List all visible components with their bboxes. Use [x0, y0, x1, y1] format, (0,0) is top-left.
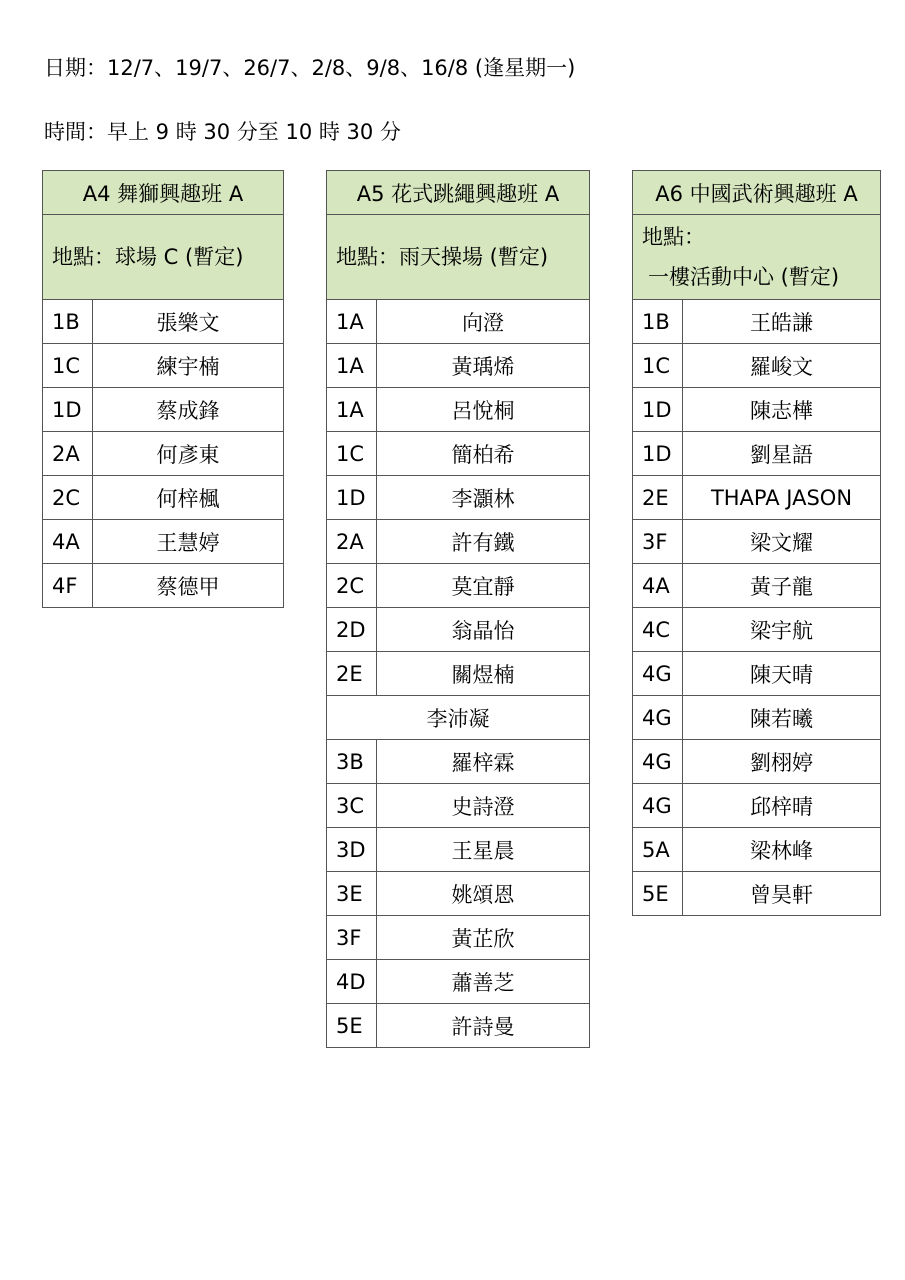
- table-row: [633, 476, 881, 520]
- class-cell: 4G: [633, 696, 683, 740]
- table-row: [633, 740, 881, 784]
- class-cell: 4C: [633, 608, 683, 652]
- name-cell: 羅峻文: [683, 344, 881, 388]
- name-cell: 黃瑀烯: [377, 344, 590, 388]
- time-line: 時間：早上 9 時 30 分至 10 時 30 分: [44, 120, 401, 144]
- name-cell: 向澄: [377, 300, 590, 344]
- table-row: [633, 432, 881, 476]
- class-cell: 2D: [327, 608, 377, 652]
- class-cell: 1A: [327, 388, 377, 432]
- table-row: [327, 432, 590, 476]
- table-row: [43, 300, 284, 344]
- class-cell: 1D: [327, 476, 377, 520]
- class-cell: 3C: [327, 784, 377, 828]
- name-cell: 黃芷欣: [377, 916, 590, 960]
- table-location: [43, 215, 284, 300]
- name-cell: 姚頌恩: [377, 872, 590, 916]
- name-cell: 劉栩婷: [683, 740, 881, 784]
- name-cell: 張樂文: [93, 300, 284, 344]
- name-cell: 曾昊軒: [683, 872, 881, 916]
- name-cell: 王星晨: [377, 828, 590, 872]
- table-row: [43, 476, 284, 520]
- name-cell: 劉星語: [683, 432, 881, 476]
- table-location: [327, 215, 590, 300]
- table-row: [633, 784, 881, 828]
- name-cell: 黃子龍: [683, 564, 881, 608]
- table-row: [633, 520, 881, 564]
- table-row: [633, 608, 881, 652]
- class-cell: 4G: [633, 740, 683, 784]
- class-cell: 3B: [327, 740, 377, 784]
- name-cell: 李沛凝: [327, 696, 590, 740]
- table-row: [327, 300, 590, 344]
- table-row: [327, 960, 590, 1004]
- class-cell: 5E: [327, 1004, 377, 1048]
- name-cell: 李灝林: [377, 476, 590, 520]
- table-row: [633, 696, 881, 740]
- name-cell: 翁晶怡: [377, 608, 590, 652]
- table-row: [327, 564, 590, 608]
- name-cell: 蔡成鋒: [93, 388, 284, 432]
- class-cell: 1A: [327, 344, 377, 388]
- name-cell: 陳若曦: [683, 696, 881, 740]
- table-title: A6 中國武術興趣班 A: [633, 171, 881, 215]
- class-cell: 2C: [43, 476, 93, 520]
- name-cell: 許詩曼: [377, 1004, 590, 1048]
- class-cell: 2E: [633, 476, 683, 520]
- name-cell: 簡柏希: [377, 432, 590, 476]
- table-row: [43, 344, 284, 388]
- table-row: [633, 828, 881, 872]
- table-row: [327, 740, 590, 784]
- table-row: [327, 388, 590, 432]
- table-row: [633, 872, 881, 916]
- name-cell: 邱梓晴: [683, 784, 881, 828]
- table-row: [633, 652, 881, 696]
- class-cell: 1C: [327, 432, 377, 476]
- name-cell: 梁宇航: [683, 608, 881, 652]
- table-row: [327, 1004, 590, 1048]
- table-row: [327, 828, 590, 872]
- class-cell: 4A: [633, 564, 683, 608]
- name-cell: 莫宜靜: [377, 564, 590, 608]
- class-cell: 5A: [633, 828, 683, 872]
- class-cell: 4G: [633, 652, 683, 696]
- name-cell: 何梓楓: [93, 476, 284, 520]
- class-cell: 3F: [327, 916, 377, 960]
- class-cell: 3E: [327, 872, 377, 916]
- class-cell: 2A: [43, 432, 93, 476]
- location-text: 地點：: [642, 225, 705, 249]
- class-cell: 5E: [633, 872, 683, 916]
- name-cell: 王慧婷: [93, 520, 284, 564]
- table-row: [327, 652, 590, 696]
- date-line: 日期：12/7、19/7、26/7、2/8、9/8、16/8 (逢星期一): [44, 56, 576, 80]
- table-row: [43, 432, 284, 476]
- table-row: [327, 916, 590, 960]
- location-text: 地點：雨天操場 (暫定): [336, 245, 549, 269]
- location-text-line2: 一樓活動中心 (暫定): [648, 265, 840, 289]
- table-row: [327, 872, 590, 916]
- name-cell: 許有鐵: [377, 520, 590, 564]
- name-cell: 練宇楠: [93, 344, 284, 388]
- table-row: [327, 520, 590, 564]
- table-row: [633, 388, 881, 432]
- table-row: [633, 564, 881, 608]
- name-cell: 王皓謙: [683, 300, 881, 344]
- name-cell: 呂悅桐: [377, 388, 590, 432]
- table-row-merged: [327, 696, 590, 740]
- name-cell: 梁林峰: [683, 828, 881, 872]
- class-cell: 4G: [633, 784, 683, 828]
- name-cell: 陳天晴: [683, 652, 881, 696]
- table-row: [327, 784, 590, 828]
- name-cell: 蔡德甲: [93, 564, 284, 608]
- name-cell: THAPA JASON: [683, 476, 881, 520]
- class-cell: 1B: [633, 300, 683, 344]
- table-row: [633, 344, 881, 388]
- table-title: A4 舞獅興趣班 A: [43, 171, 284, 215]
- table-location: [633, 215, 881, 300]
- table-row: [327, 608, 590, 652]
- class-cell: 1C: [633, 344, 683, 388]
- location-text: 地點：球場 C (暫定): [52, 245, 244, 269]
- table-row: [327, 476, 590, 520]
- name-cell: 何彥東: [93, 432, 284, 476]
- table-row: [43, 388, 284, 432]
- class-cell: 1D: [633, 432, 683, 476]
- class-table-a6: [632, 170, 881, 916]
- name-cell: 梁文耀: [683, 520, 881, 564]
- table-row: [327, 344, 590, 388]
- class-cell: 4F: [43, 564, 93, 608]
- name-cell: 史詩澄: [377, 784, 590, 828]
- class-cell: 4A: [43, 520, 93, 564]
- class-table-a5: [326, 170, 590, 1048]
- class-table-a4: [42, 170, 284, 608]
- class-cell: 2A: [327, 520, 377, 564]
- name-cell: 蕭善芝: [377, 960, 590, 1004]
- class-cell: 1B: [43, 300, 93, 344]
- table-row: [43, 564, 284, 608]
- class-cell: 4D: [327, 960, 377, 1004]
- table-title: A5 花式跳繩興趣班 A: [327, 171, 590, 215]
- table-row: [633, 300, 881, 344]
- class-cell: 2C: [327, 564, 377, 608]
- class-cell: 3D: [327, 828, 377, 872]
- name-cell: 陳志樺: [683, 388, 881, 432]
- class-cell: 3F: [633, 520, 683, 564]
- name-cell: 羅梓霖: [377, 740, 590, 784]
- class-cell: 1A: [327, 300, 377, 344]
- class-cell: 2E: [327, 652, 377, 696]
- class-cell: 1C: [43, 344, 93, 388]
- class-cell: 1D: [43, 388, 93, 432]
- table-row: [43, 520, 284, 564]
- name-cell: 關煜楠: [377, 652, 590, 696]
- class-cell: 1D: [633, 388, 683, 432]
